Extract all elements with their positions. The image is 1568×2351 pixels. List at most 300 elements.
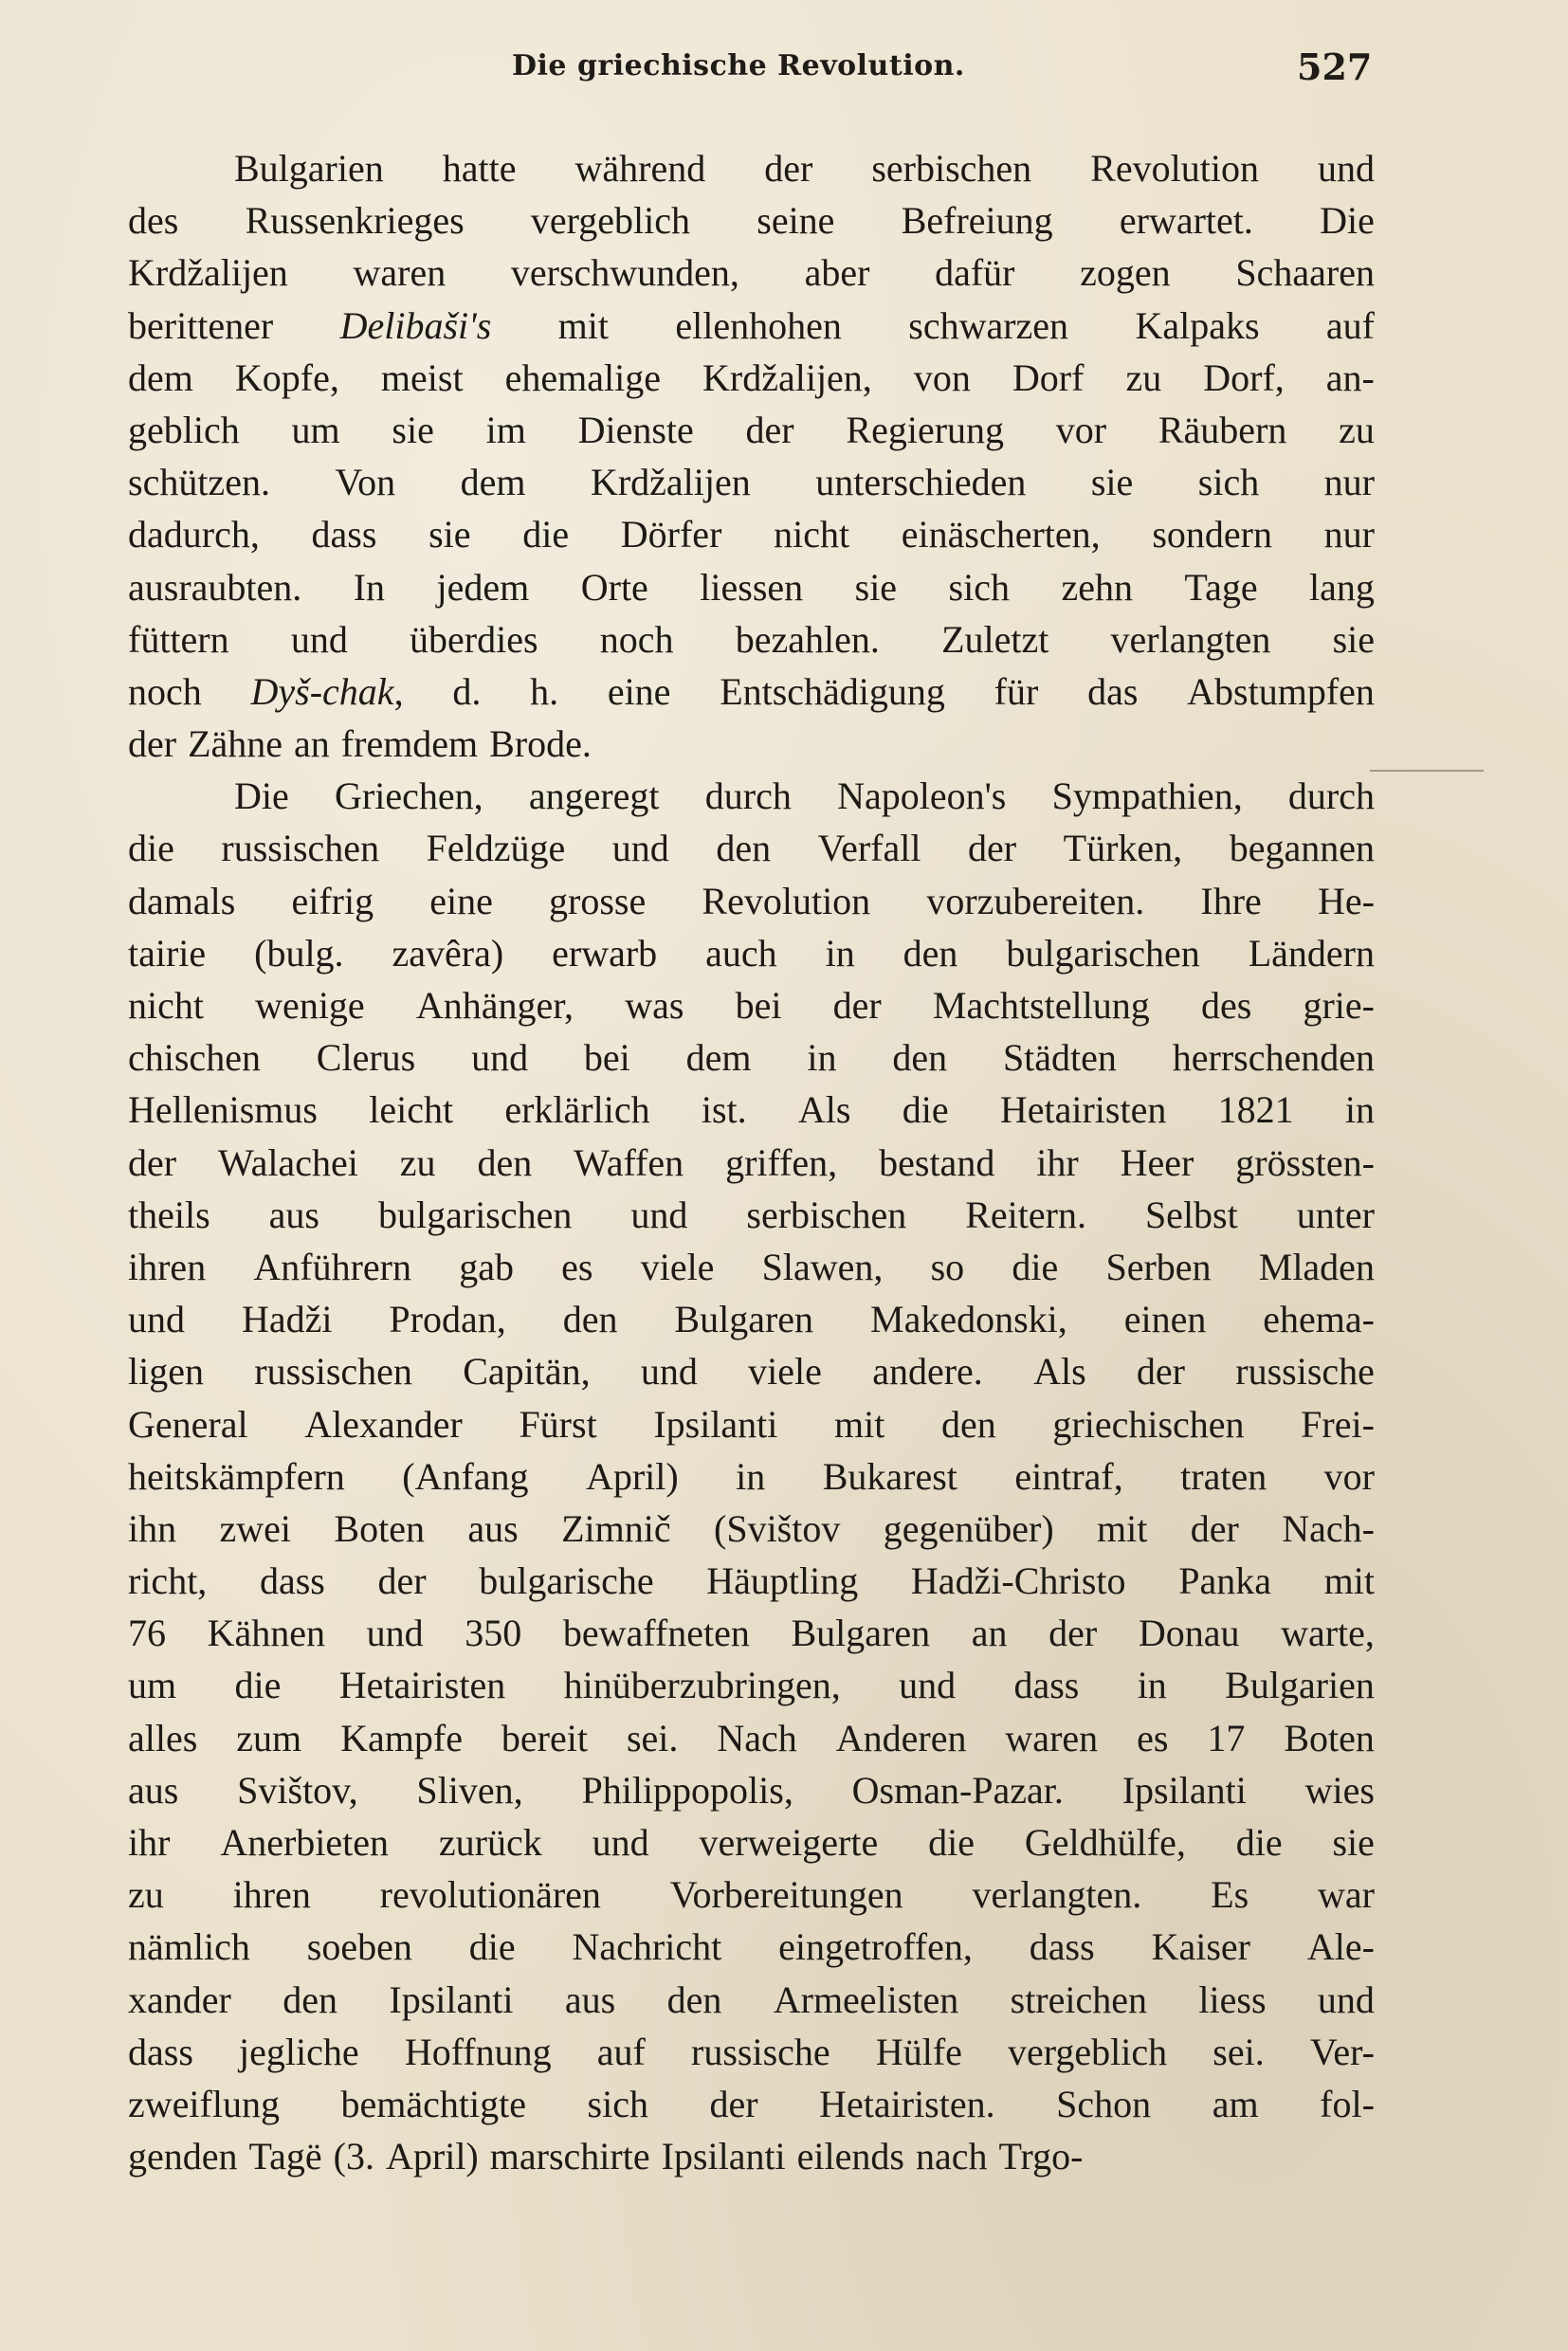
word: Clerus: [316, 1036, 416, 1080]
word: meist: [380, 355, 464, 399]
word: xander: [128, 1977, 231, 2021]
word: dem: [128, 355, 193, 399]
word: und: [640, 1350, 698, 1394]
word: mit: [1097, 1506, 1148, 1550]
word: berittener: [128, 303, 274, 347]
word: Ver-: [1309, 2030, 1375, 2073]
word: eine: [429, 879, 493, 922]
word: April): [585, 1454, 679, 1498]
word: Zimnič: [561, 1506, 671, 1550]
word: Zuletzt: [941, 617, 1049, 661]
word: noch: [128, 669, 202, 713]
word: Als: [1033, 1350, 1086, 1394]
word: viele: [748, 1350, 822, 1394]
word: die: [522, 513, 570, 556]
word: grie-: [1303, 984, 1375, 1027]
word: russische: [1235, 1350, 1375, 1394]
word: Mladen: [1258, 1245, 1375, 1288]
word: Dyš-chak: [250, 669, 394, 713]
word: Fürst: [519, 1402, 597, 1446]
word: zurück: [438, 1821, 542, 1864]
text-line: [128, 561, 1375, 613]
text-line: [128, 1345, 1375, 1397]
word: marschirte: [489, 2135, 650, 2178]
text-line: [128, 927, 1375, 979]
word: viele: [640, 1245, 715, 1288]
word: leicht: [369, 1088, 454, 1132]
word: nicht: [128, 984, 204, 1027]
text-line: [128, 404, 1375, 456]
word: Bulgaren: [791, 1612, 931, 1655]
word: an-: [1325, 355, 1375, 399]
word: des: [1200, 984, 1252, 1027]
word: Schaaren: [1235, 251, 1375, 295]
word: Delibaši's: [339, 303, 492, 347]
word: fremdem: [340, 722, 479, 766]
word: und: [128, 1298, 185, 1341]
word: Räubern: [1158, 408, 1287, 451]
word: aus: [128, 1768, 179, 1812]
word: der: [1136, 1350, 1185, 1394]
word: in: [1344, 1088, 1375, 1132]
word: ihr: [128, 1821, 171, 1864]
word: Kampfe: [340, 1716, 463, 1759]
word: eintraf,: [1014, 1454, 1123, 1498]
text-line: [128, 1084, 1375, 1136]
word: zum: [236, 1716, 302, 1759]
word: sie: [428, 513, 471, 556]
word: vergeblich: [530, 199, 690, 243]
word: der: [832, 984, 882, 1027]
word: wenige: [255, 984, 365, 1027]
word: grössten-: [1235, 1140, 1375, 1184]
word: verlangten.: [972, 1873, 1142, 1917]
text-line: [128, 2078, 1375, 2130]
word: nach: [915, 2135, 988, 2178]
word: füttern: [128, 617, 229, 661]
word: Feldzüge: [426, 827, 566, 870]
word: Hadži: [241, 1298, 333, 1341]
word: überdies: [410, 617, 538, 661]
word: h.: [530, 669, 559, 713]
word: und: [592, 1821, 649, 1864]
word: geblich: [128, 408, 240, 451]
word: Nach-: [1282, 1506, 1375, 1550]
word: Anderen: [835, 1716, 967, 1759]
word: Die: [234, 775, 289, 818]
word: Als: [797, 1088, 851, 1132]
word: Hülfe: [875, 2030, 962, 2073]
text-line: [128, 718, 1375, 770]
word: alles: [128, 1716, 198, 1759]
word: Dienste: [577, 408, 694, 451]
word: ihr: [1036, 1140, 1079, 1184]
word: am: [1212, 2082, 1259, 2125]
word: in: [1137, 1664, 1167, 1707]
word: den: [283, 1977, 337, 2021]
word: Bukarest: [822, 1454, 957, 1498]
word: war: [1318, 1873, 1375, 1917]
word: der: [745, 408, 794, 451]
word: sie: [854, 565, 898, 609]
word: russische: [691, 2030, 830, 2073]
text-line: [128, 456, 1375, 508]
word: fol-: [1320, 2082, 1375, 2125]
text-line: [128, 194, 1375, 246]
text-line: [128, 1921, 1375, 1973]
word: zwei: [219, 1506, 292, 1550]
word: den: [477, 1140, 533, 1184]
word: andere.: [872, 1350, 983, 1394]
word: zu: [399, 1140, 436, 1184]
word: wies: [1304, 1768, 1375, 1812]
paragraph-rule: [1370, 770, 1484, 772]
word: um: [128, 1664, 177, 1707]
word: bei: [735, 984, 782, 1027]
text-line: [128, 1607, 1375, 1659]
text-line: [128, 979, 1375, 1031]
word: liessen: [700, 565, 804, 609]
word: ist.: [701, 1088, 747, 1132]
word: Tage: [1184, 565, 1258, 609]
word: vergeblich: [1008, 2030, 1168, 2073]
text-line: [128, 1450, 1375, 1503]
text-line: [128, 613, 1375, 665]
word: revolutionären: [379, 1873, 601, 1917]
word: Nach: [717, 1716, 797, 1759]
word: die: [234, 1664, 282, 1707]
word: um: [291, 408, 340, 451]
word: Hoffnung: [404, 2030, 552, 2073]
word: General: [128, 1402, 248, 1446]
word: das: [1087, 669, 1139, 713]
word: zogen: [1080, 251, 1171, 295]
text-line: [128, 1031, 1375, 1084]
word: Griechen,: [335, 775, 483, 818]
word: begannen: [1229, 827, 1375, 870]
text-line: [128, 770, 1375, 822]
word: die: [928, 1821, 975, 1864]
word: aus: [564, 1977, 616, 2021]
word: sei.: [626, 1716, 679, 1759]
word: Abstumpfen: [1187, 669, 1375, 713]
text-line: [128, 1555, 1375, 1607]
word: bemächtigte: [340, 2082, 526, 2125]
word: theils: [128, 1193, 210, 1236]
word: In: [353, 565, 386, 609]
word: bulgarischen: [1006, 931, 1200, 975]
text-line: [128, 246, 1375, 299]
text-line: [128, 1293, 1375, 1345]
word: an: [294, 722, 330, 766]
word: und: [471, 1036, 529, 1080]
word: bezahlen.: [735, 617, 880, 661]
word: (bulg.: [254, 931, 344, 975]
word: heitskämpfern: [128, 1454, 345, 1498]
word: Bulgarien: [234, 147, 384, 190]
word: Hadži-Christo: [910, 1559, 1126, 1603]
word: Ipsilanti: [661, 2135, 786, 2178]
word: Ihre: [1200, 879, 1262, 922]
word: waren: [353, 251, 447, 295]
word: Häuptling: [706, 1559, 859, 1603]
text-line: [128, 2130, 1375, 2182]
word: unterschieden: [815, 461, 1027, 504]
word: Hetairisten: [338, 1664, 506, 1707]
text-line: [128, 1974, 1375, 2026]
word: Anhänger,: [415, 984, 574, 1027]
word: noch: [599, 617, 674, 661]
word: ihren: [128, 1245, 207, 1288]
word: warte,: [1281, 1612, 1375, 1655]
word: Donau: [1138, 1612, 1240, 1655]
word: Ale-: [1306, 1925, 1375, 1969]
word: dass: [259, 1559, 325, 1603]
text-line: [128, 508, 1375, 560]
word: und: [290, 617, 348, 661]
word: dass: [1013, 1664, 1080, 1707]
word: in: [807, 1036, 837, 1080]
word: die: [902, 1088, 949, 1132]
word: chischen: [128, 1036, 261, 1080]
word: Ipsilanti: [1121, 1768, 1247, 1812]
word: sie: [1332, 617, 1375, 661]
word: Dorf,: [1203, 355, 1285, 399]
word: erklärlich: [504, 1088, 650, 1132]
word: auf: [1325, 303, 1375, 347]
word: die: [128, 827, 174, 870]
word: ausraubten.: [128, 565, 302, 609]
word: streichen: [1010, 1977, 1147, 2021]
word: zavêra): [392, 931, 504, 975]
word: (Svištov: [714, 1506, 841, 1550]
word: verschwunden,: [510, 251, 739, 295]
word: mit: [557, 303, 610, 347]
text-line: [128, 352, 1375, 404]
text-line: [128, 1398, 1375, 1450]
word: Anführern: [253, 1245, 411, 1288]
word: Befreiung: [901, 199, 1053, 243]
word: Boten: [1284, 1716, 1375, 1759]
word: griffen,: [725, 1140, 838, 1184]
word: vorzubereiten.: [926, 879, 1145, 922]
word: russischen: [254, 1350, 412, 1394]
word: lang: [1309, 565, 1375, 609]
word: einäscherten,: [901, 513, 1101, 556]
word: (Anfang: [402, 1454, 529, 1498]
word: verweigerte: [699, 1821, 879, 1864]
word: He-: [1317, 879, 1375, 922]
word: schwarzen: [908, 303, 1069, 347]
word: Philippopolis,: [581, 1768, 793, 1812]
word: der: [128, 1140, 177, 1184]
word: Regierung: [846, 408, 1005, 451]
word: Orte: [580, 565, 648, 609]
word: soeben: [306, 1925, 412, 1969]
word: serbischen: [871, 147, 1032, 190]
word: zu: [1125, 355, 1162, 399]
word: dass: [128, 2030, 193, 2073]
word: den: [903, 931, 958, 975]
word: Vorbereitungen: [669, 1873, 903, 1917]
word: sich: [1197, 461, 1260, 504]
word: zehn: [1061, 565, 1133, 609]
word: an: [971, 1612, 1008, 1655]
word: vor: [1323, 1454, 1375, 1498]
word: herrschenden: [1172, 1036, 1375, 1080]
word: Boten: [334, 1506, 425, 1550]
text-line: [128, 822, 1375, 874]
word: dass: [1029, 1925, 1095, 1969]
word: 1821: [1217, 1088, 1294, 1132]
word: damals: [128, 879, 236, 922]
word: bestand: [879, 1140, 995, 1184]
word: ihn: [128, 1506, 177, 1550]
text-line: [128, 300, 1375, 352]
word: der: [709, 2082, 758, 2125]
word: und: [899, 1664, 957, 1707]
word: eingetroffen,: [778, 1925, 973, 1969]
word: die: [468, 1925, 516, 1969]
word: Tagë: [248, 2135, 322, 2178]
word: eilends: [796, 2135, 904, 2178]
text-line: [128, 1816, 1375, 1868]
word: mit: [1323, 1559, 1375, 1603]
word: Die: [1320, 199, 1375, 243]
word: serbischen: [746, 1193, 907, 1236]
word: bei: [583, 1036, 630, 1080]
word: der: [377, 1559, 427, 1603]
word: nur: [1323, 513, 1375, 556]
word: Brode.: [489, 722, 592, 766]
word: Dorf: [1012, 355, 1085, 399]
word: Hetairisten: [999, 1088, 1167, 1132]
word: vor: [1055, 408, 1107, 451]
word: zu: [1339, 408, 1375, 451]
word: Capitän,: [463, 1350, 591, 1394]
word: genden: [128, 2135, 238, 2178]
word: die: [1012, 1245, 1059, 1288]
word: richt,: [128, 1559, 208, 1603]
word: so: [930, 1245, 965, 1288]
word: den: [666, 1977, 722, 2021]
word: einen: [1123, 1298, 1207, 1341]
word: Prodan,: [389, 1298, 506, 1341]
word: Ipsilanti: [389, 1977, 514, 2021]
word: Schon: [1056, 2082, 1152, 2125]
word: auch: [705, 931, 777, 975]
word: erwarb: [552, 931, 658, 975]
word: Kopfe,: [234, 355, 339, 399]
word: den: [562, 1298, 618, 1341]
word: angeregt: [528, 775, 660, 818]
text-line: [128, 665, 1375, 718]
word: schützen.: [128, 461, 270, 504]
paragraph: [128, 770, 1375, 2182]
word: Krdžalijen: [128, 251, 288, 295]
word: aus: [268, 1193, 319, 1236]
word: Bulgarien: [1225, 1664, 1375, 1707]
word: den: [892, 1036, 948, 1080]
word: 350: [465, 1612, 522, 1655]
word: Panka: [1178, 1559, 1271, 1603]
word: griechischen: [1052, 1402, 1245, 1446]
word: Türken,: [1063, 827, 1183, 870]
word: verlangten: [1110, 617, 1271, 661]
running-title: Die griechische Revolution.: [512, 49, 965, 82]
word: während: [574, 147, 706, 190]
word: russischen: [221, 827, 380, 870]
word: Russenkrieges: [245, 199, 465, 243]
word: durch: [1287, 775, 1375, 818]
word: der: [1048, 1612, 1098, 1655]
word: April): [386, 2135, 479, 2178]
word: Kaiser: [1151, 1925, 1250, 1969]
word: Von: [335, 461, 396, 504]
word: den: [716, 827, 772, 870]
text-line: [128, 1764, 1375, 1816]
word: Slawen,: [761, 1245, 884, 1288]
word: auf: [596, 2030, 646, 2073]
word: bewaffneten: [562, 1612, 750, 1655]
word: Trgo-: [998, 2135, 1084, 2178]
word: nur: [1323, 461, 1375, 504]
word: Waffen: [574, 1140, 684, 1184]
word: gegenüber): [883, 1506, 1054, 1550]
text-line: [128, 875, 1375, 927]
word: dem: [460, 461, 526, 504]
word: Machtstellung: [932, 984, 1150, 1027]
word: sondern: [1152, 513, 1272, 556]
word: Bulgaren: [674, 1298, 814, 1341]
word: Dyš-chak,: [250, 669, 404, 713]
word: und: [366, 1612, 424, 1655]
word: aber: [804, 251, 870, 295]
word: der: [968, 827, 1017, 870]
text-line: [128, 1503, 1375, 1555]
word: zweiflung: [128, 2082, 280, 2125]
word: Krdžalijen,: [702, 355, 872, 399]
word: liess: [1198, 1977, 1267, 2021]
word: bulgarische: [479, 1559, 654, 1603]
word: seine: [757, 199, 835, 243]
word: 17: [1207, 1716, 1246, 1759]
word: es: [561, 1245, 593, 1288]
word: und: [630, 1193, 688, 1236]
word: eine: [607, 669, 671, 713]
word: Anerbieten: [220, 1821, 390, 1864]
word: für: [994, 669, 1039, 713]
word: nicht: [774, 513, 850, 556]
word: Kalpaks: [1135, 303, 1260, 347]
word: in: [825, 931, 855, 975]
word: Kähnen: [207, 1612, 326, 1655]
word: gab: [459, 1245, 514, 1288]
word: aus: [467, 1506, 519, 1550]
word: nämlich: [128, 1925, 250, 1969]
word: in: [736, 1454, 766, 1498]
text-line: [128, 1868, 1375, 1921]
word: Selbst: [1144, 1193, 1238, 1236]
word: 76: [128, 1612, 166, 1655]
text-line: [128, 1137, 1375, 1189]
word: und: [611, 827, 669, 870]
word: Svištov,: [237, 1768, 358, 1812]
word: dafür: [935, 251, 1015, 295]
word: jedem: [436, 565, 530, 609]
word: d.: [452, 669, 482, 713]
word: zu: [128, 1873, 164, 1917]
